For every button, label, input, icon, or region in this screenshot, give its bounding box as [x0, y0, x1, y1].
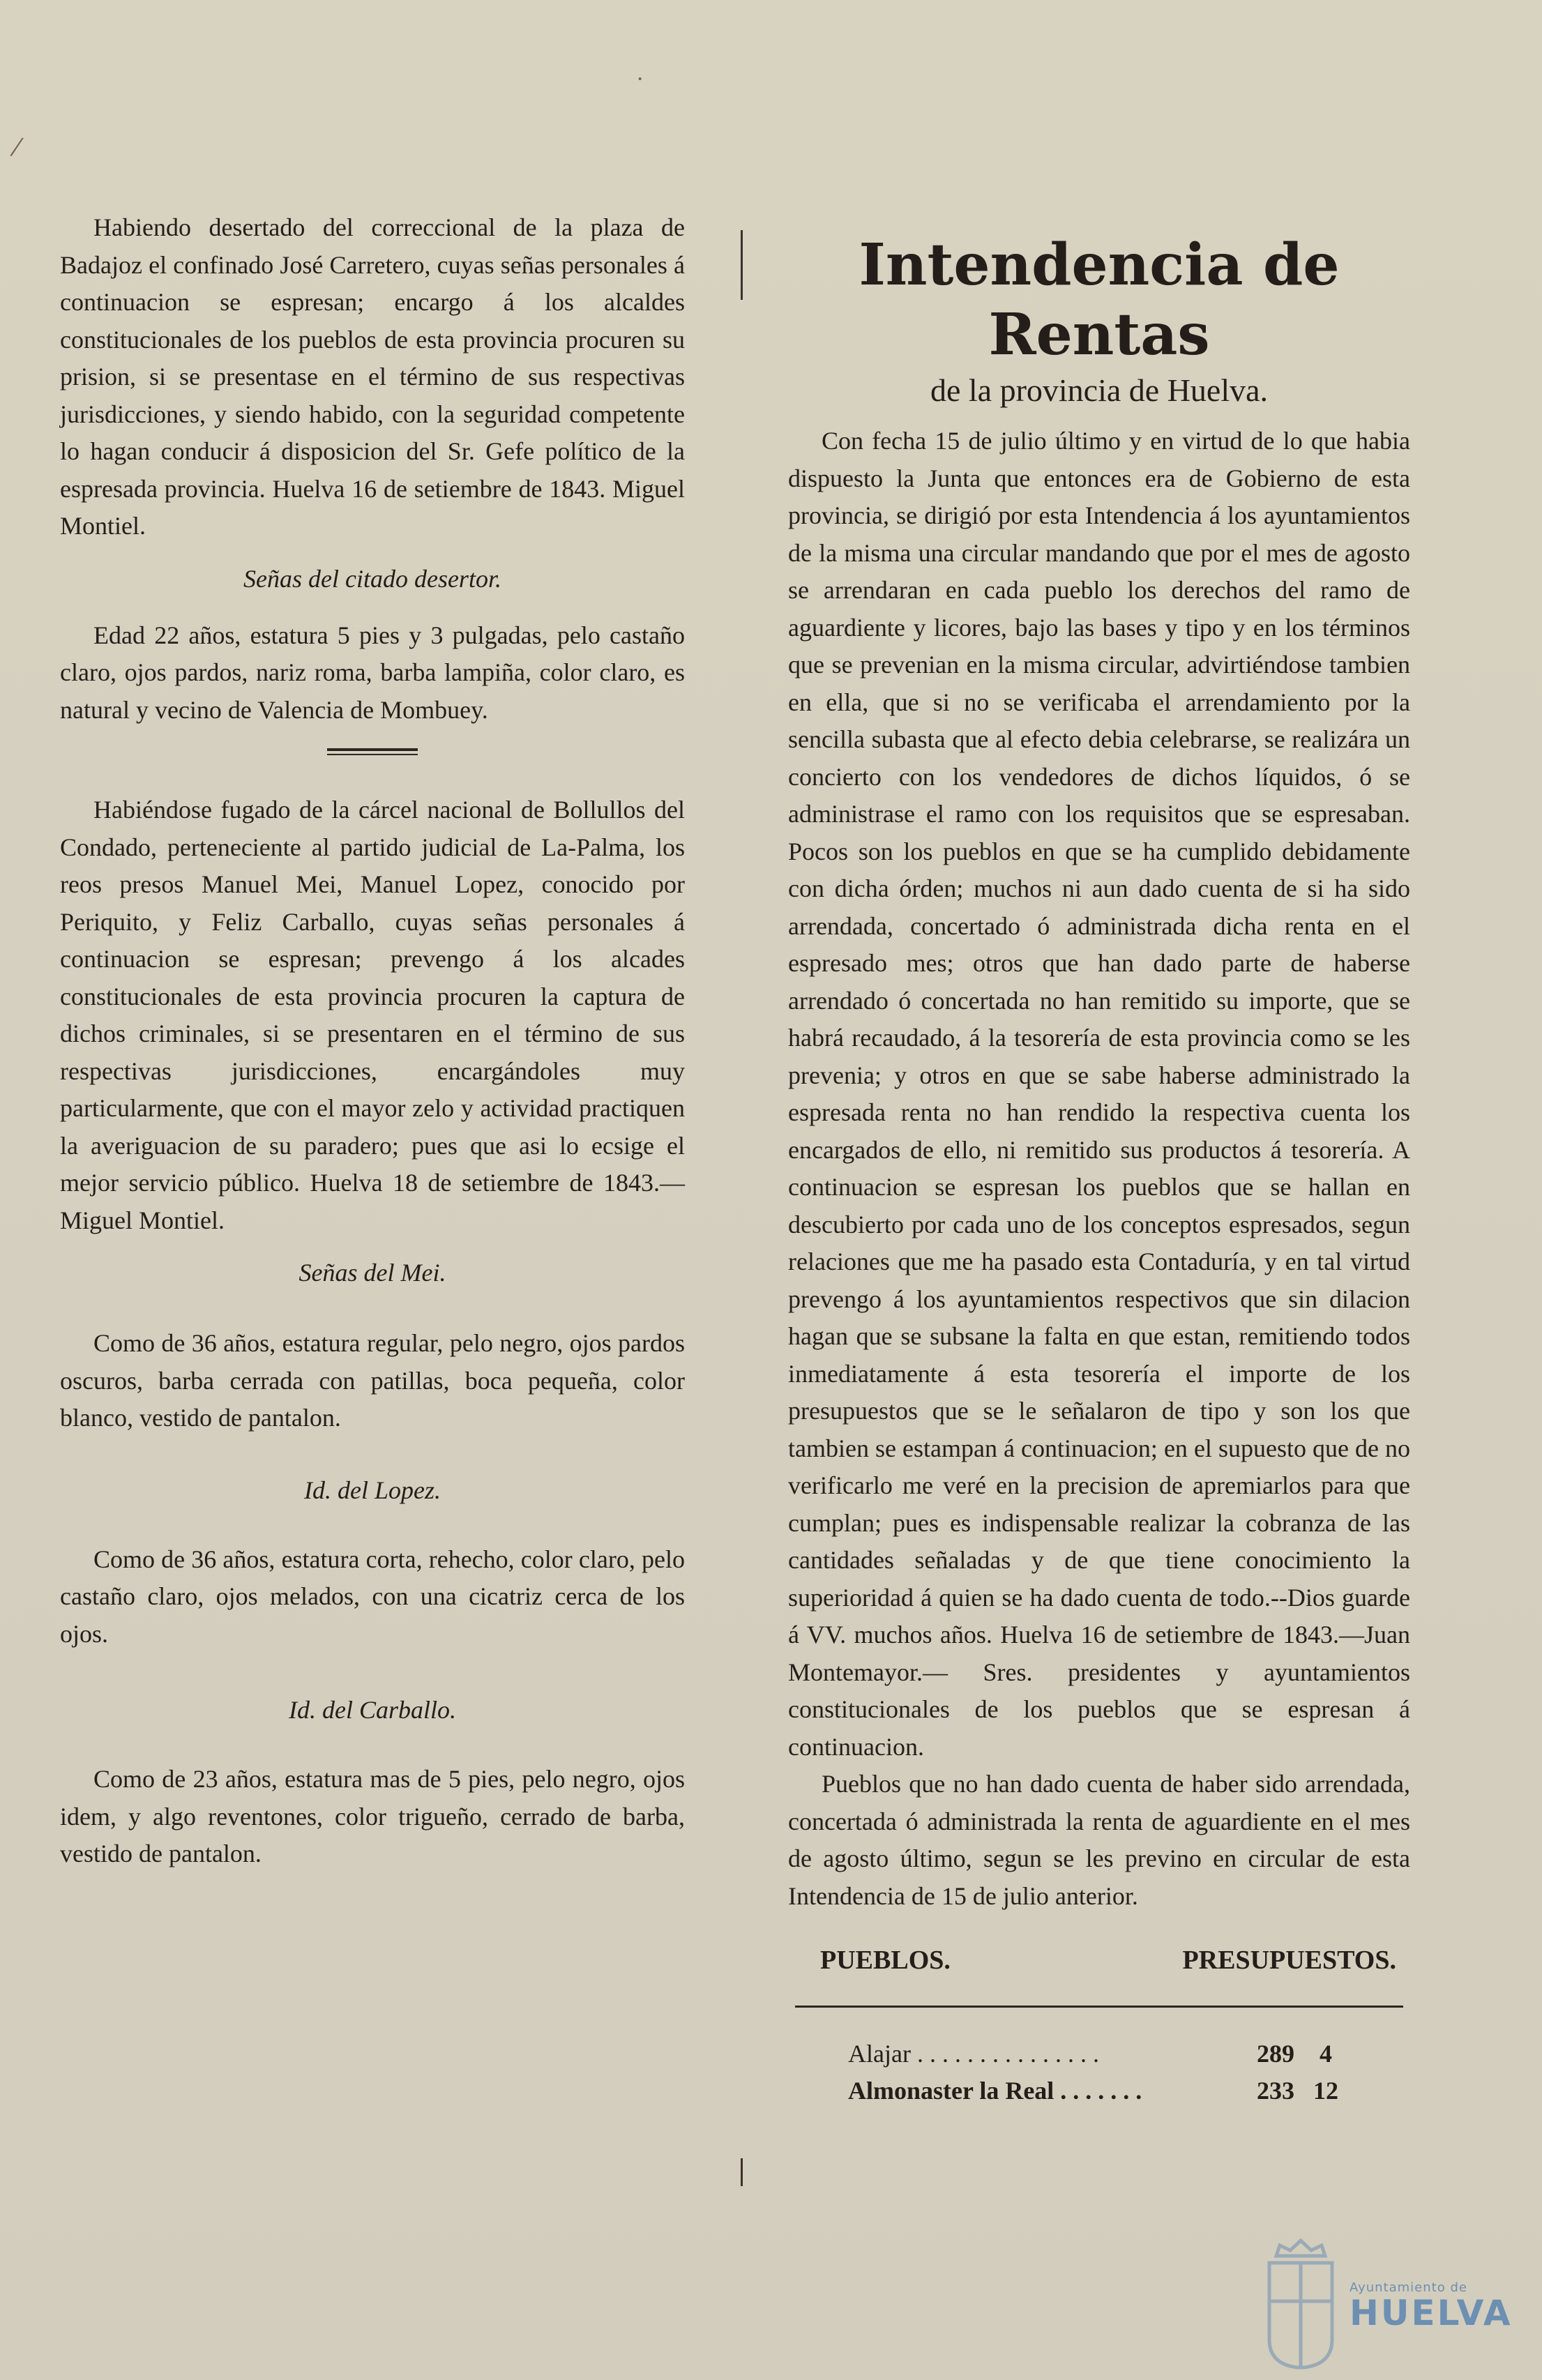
lopez-heading: Id. del Lopez.	[304, 1476, 441, 1504]
carballo-heading: Id. del Carballo.	[289, 1696, 456, 1724]
fugitives-notice: Habiéndose fugado de la cárcel nacional de Bollullos del Condado, perteneciente al partido judicial de La-Palma, los reos presos Manuel Mei, Manuel Lopez, conocido por Periquito, y Feliz Carballo, cuyas señas personales á continuacion se espresan; prevengo á los alcades constitucionales de esta provincia procuren la captura de dichos criminales, si se presentaren en el término de sus respectivas jurisdicciones, encargándoles muy particularmente, que con el mayor zelo y actividad practiquen la averiguacion de su paradero; pues que asi lo ecsige el mejor servicio público. Huelva 18 de setiembre de 1843.—Miguel Montiel.	[60, 796, 685, 1234]
margin-mark: ·	[636, 66, 644, 92]
carballo-description: Como de 23 años, estatura mas de 5 pies, pelo negro, ojos idem, y algo reventones, color trigueño, cerrado de barba, vestido de pantalon.	[60, 1765, 685, 1867]
pueblo-name: Alajar . . . . . . . . . . . . . . .	[848, 2040, 1099, 2068]
pueblo-name: Almonaster la Real . . . . . . .	[848, 2077, 1142, 2105]
intendencia-title: Intendencia de Rentas	[859, 232, 1340, 368]
presupuestos-column-header: PRESUPUESTOS.	[1182, 1946, 1396, 1975]
presupuesto-value: 233	[1257, 2077, 1294, 2105]
mei-description: Como de 36 años, estatura regular, pelo negro, ojos pardos oscuros, barba cerrada con patillas, boca pequeña, color blanco, vestido de pantalon.	[60, 1329, 685, 1432]
section-divider	[327, 748, 418, 755]
watermark	[1350, 2280, 1513, 2331]
watermark-small-text: Ayuntamiento de	[1350, 2280, 1467, 2295]
presupuesto-value: 4	[1320, 2040, 1332, 2068]
margin-mark: /	[8, 129, 26, 165]
table-row	[788, 2072, 1410, 2109]
desertor-notice: Habiendo desertado del correccional de la plaza de Badajoz el confinado José Carretero, cuyas señas personales á continuacion se espresan; encargo á los alcaldes constitucionales de los pueblos de esta provincia procuren su prision, si se presentase en el término de sus respectivas jurisdicciones, y siendo habido, con la seguridad competente lo hagan conducir á disposicion del Sr. Gefe político de la espresada provincia. Huelva 16 de setiembre de 1843. Miguel Montiel.	[60, 213, 685, 540]
presupuesto-value: 12	[1313, 2077, 1338, 2105]
mei-heading: Señas del Mei.	[298, 1259, 446, 1287]
lopez-description: Como de 36 años, estatura corta, rehecho, color claro, pelo castaño claro, ojos melados, con una cicatriz cerca de los ojos.	[60, 1545, 685, 1648]
pueblos-column-header: PUEBLOS.	[820, 1946, 951, 1975]
left-column	[60, 209, 685, 1873]
column-divider	[741, 230, 743, 300]
desertor-heading: Señas del citado desertor.	[243, 564, 501, 593]
right-column	[788, 230, 1410, 2109]
table-row	[788, 2036, 1410, 2072]
desertor-description: Edad 22 años, estatura 5 pies y 3 pulgadas, pelo castaño claro, ojos pardos, nariz roma, barba lampiña, color claro, es natural y vecino de Valencia de Mombuey.	[60, 621, 685, 724]
pueblos-intro: Pueblos que no han dado cuenta de haber sido arrendada, concertada ó administrada la renta de aguardiente en el mes de agosto último, segun se les previno en circular de esta Intendencia de 15 de julio anterior.	[788, 1770, 1410, 1910]
intendencia-circular: Con fecha 15 de julio último y en virtud de lo que habia dispuesto la Junta que entonces era de Gobierno de esta provincia, se dirigió por esta Intendencia á los ayuntamientos de la misma una circular mandando que por el mes de agosto se arrendaran en cada pueblo los derechos del ramo de aguardiente y licores, bajo las bases y tipo y en los términos que se prevenian en la misma circular, advirtiéndose tambien en ella, que si no se verificaba el arrendamiento por la sencilla subasta que al efecto debia celebrarse, se realizára un concierto con los vendedores de dichos líquidos, ó se administrase el ramo con los requisitos que se espresaban. Pocos son los pueblos en que se ha cumplido debidamente con dicha órden; muchos ni aun dado cuenta de si ha sido arrendada, concertado ó administrada dicha renta en el espresado mes; otros que han dado parte de haberse arrendado ó concertada no han remitido su importe, que se habrá recaudado, á la tesorería de esta provincia como se les prevenia; y otros en que se sabe haberse administrado la espresada renta no han rendido la respectiva cuenta los encargados de ello, ni remitido sus productos á tesorería. A continuacion se espresan los pueblos que se hallan en descubierto por cada uno de los conceptos espresados, segun relaciones que me ha pasado esta Contaduría, y en tal virtud prevengo á los ayuntamientos respectivos que sin dilacion hagan que se subsane la falta en que estan, remitiendo todos inmediatamente á esta tesorería el importe de los presupuestos que se le señalaron de tipo y son los que tambien se estampan á continuacion; en el supuesto que de no verificarlo me veré en la precision de apremiarlos para que cumplan; pues es indispensable realizar la cobranza de las cantidades señaladas y de que tiene conocimiento la superioridad á quien se ha dado cuenta de todo.--Dios guarde á VV. muchos años. Huelva 16 de setiembre de 1843.—Juan Montemayor.— Sres. presidentes y ayuntamientos constitucionales de los pueblos que se espresan á continuacion.	[788, 427, 1410, 1761]
intendencia-subtitle: de la provincia de Huelva.	[930, 372, 1269, 408]
presupuesto-value: 289	[1257, 2040, 1294, 2068]
column-divider	[741, 2158, 743, 2186]
watermark-big-text: HUELVA	[1350, 2293, 1513, 2333]
table-header	[788, 1943, 1410, 1978]
